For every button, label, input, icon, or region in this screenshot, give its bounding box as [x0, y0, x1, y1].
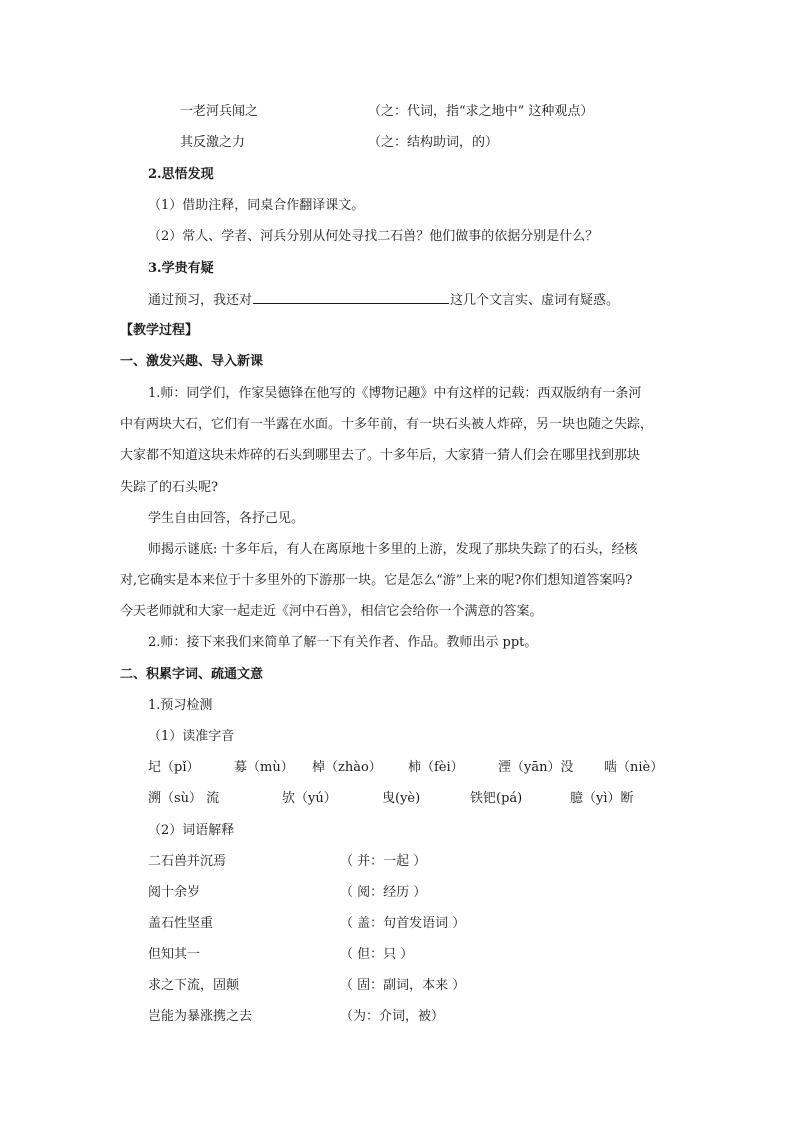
vocab-gloss: （ 阅：经历 ） — [340, 885, 427, 900]
vocab-word: 阅十余岁 — [148, 885, 201, 900]
paragraph-line: 今天老师就和大家一起走近《河中石兽》，相信它会给你一个满意的答案。 — [120, 604, 543, 619]
note-gloss: （之：结构助词，的） — [368, 135, 499, 150]
paragraph: （2）常人、学者、河兵分别从何处寻找二石兽？他们做事的依据分别是什么？ — [148, 229, 599, 244]
vocab-gloss: （为：介词，被） — [340, 1009, 445, 1024]
pron-item: 募（mù） — [234, 760, 294, 775]
paragraph-line: 大家都不知道这块未炸碎的石头到哪里去了。十多年后，大家猜一猜人们会在哪里找到那块 — [120, 448, 641, 463]
sentence-start: 通过预习，我还对 — [148, 293, 253, 308]
part-heading: 一、激发兴趣、导入新课 — [120, 354, 264, 369]
note-gloss: （之：代词，指“求之地中” 这种观点） — [368, 104, 594, 119]
pron-item: 铁钯(pá) — [470, 791, 523, 806]
answer-blank[interactable] — [253, 291, 449, 304]
vocab-gloss: （ 但：只 ） — [340, 947, 414, 962]
paragraph: 学生自由回答，各抒己见。 — [148, 511, 305, 526]
pron-item: 臆（yì）断 — [570, 791, 634, 806]
pron-item: 曳(yè) — [382, 791, 421, 806]
vocab-word: 岂能为暴涨携之去 — [148, 1009, 253, 1024]
vocab-word: 盖石性坚重 — [148, 916, 214, 931]
vocab-word: 但知其一 — [148, 947, 201, 962]
note-word: 一老河兵闻之 — [180, 104, 259, 119]
pron-item: 湮（yān）没 — [498, 760, 574, 775]
paragraph-line: 师揭示谜底: 十多年后，有人在离原地十多里的上游，发现了那块失踪了的石头，经核 — [148, 542, 638, 557]
pron-item: 圮（pǐ） — [148, 760, 200, 775]
pron-item: 啮（niè） — [604, 760, 664, 775]
part-heading: 二、积累字词、疏通文意 — [120, 667, 264, 682]
sentence-end: 这几个文言实、虚词有疑惑。 — [450, 293, 620, 308]
vocab-gloss: （ 固：副词，本来 ） — [340, 978, 466, 993]
pron-item: 棹（zhào） — [312, 760, 382, 775]
paragraph: 2.师：接下来我们来简单了解一下有关作者、作品。教师出示 ppt。 — [148, 635, 538, 650]
note-word: 其反激之力 — [180, 135, 246, 150]
vocab-gloss: （ 并：一起 ） — [340, 854, 427, 869]
pron-item: 欤（yú） — [282, 791, 337, 806]
subheading: （2）词语解释 — [148, 823, 235, 838]
vocab-word: 求之下流，固颠 — [148, 978, 240, 993]
subheading: 1.预习检测 — [148, 698, 213, 713]
teaching-process-heading: 【教学过程】 — [120, 323, 199, 338]
section-heading: 2.思悟发现 — [148, 167, 214, 182]
subheading: （1）读准字音 — [148, 729, 235, 744]
pron-item: 柿（fèi） — [408, 760, 464, 775]
paragraph-line: 对,它确实是本来位于十多里外的下游那一块。它是怎么“游”上来的呢?你们想知道答案吗? — [120, 573, 633, 588]
pron-item: 溯（sù） 流 — [148, 791, 220, 806]
paragraph: （1）借助注释，同桌合作翻译课文。 — [148, 198, 365, 213]
paragraph-line: 失踪了的石头呢? — [120, 480, 218, 495]
paragraph-line: 中有两块大石，它们有一半露在水面。十多年前，有一块石头被人炸碎，另一块也随之失踪， — [120, 417, 654, 432]
fill-in-sentence — [148, 291, 619, 310]
vocab-word: 二石兽并沉焉 — [148, 854, 227, 869]
section-heading: 3.学贵有疑 — [148, 261, 214, 276]
vocab-gloss: （ 盖：句首发语词 ） — [340, 916, 466, 931]
paragraph-line: 1.师：同学们，作家吴德锋在他写的《博物记趣》中有这样的记载：西双版纳有一条河 — [148, 386, 642, 401]
